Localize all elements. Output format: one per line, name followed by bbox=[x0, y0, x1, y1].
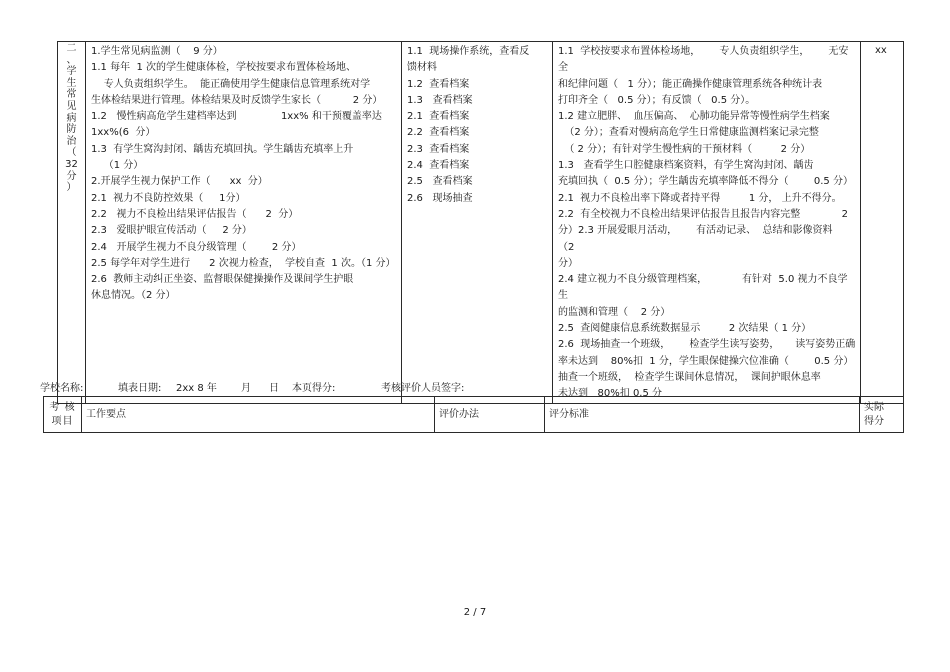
section-label-char: ） bbox=[66, 182, 77, 194]
section-label-char: 常 bbox=[66, 89, 77, 101]
list-item: 2.6 现场抽查 bbox=[407, 192, 473, 204]
section-label-char: 病 bbox=[66, 112, 77, 124]
work-points-cell bbox=[86, 42, 402, 404]
section-label bbox=[58, 42, 86, 404]
list-item: 1.2 查看档案 bbox=[407, 78, 470, 90]
header-eval-method: 评价办法 bbox=[435, 397, 545, 433]
list-item: 1.2 慢性病高危学生建档率达到 1xx% 和干预覆盖率达 1xx%(6 分） bbox=[91, 111, 382, 139]
list-item: 2.2 查看档案 bbox=[407, 127, 470, 139]
list-item: 2.5 查阅健康信息系统数据显示 2 次结果（ 1 分） bbox=[558, 323, 812, 335]
list-item: 1.3 查看学生口腔健康档案资料，有学生窝沟封闭、龋齿 充填回执（ 0.5 分）；学生龋齿充填率降低不得分（ 0.5 分） bbox=[558, 160, 853, 188]
table-header-row bbox=[44, 397, 904, 433]
list-item: 2.4 开展学生视力不良分级管理（ 2 分） bbox=[91, 241, 302, 253]
header-table bbox=[43, 396, 904, 433]
list-item: 2.开展学生视力保护工作（ xx 分） bbox=[91, 176, 268, 188]
header-scoring: 评分标准 bbox=[545, 397, 860, 433]
list-item: 2.3 爱眼护眼宣传活动（ 2 分） bbox=[91, 225, 252, 237]
list-item: 1.3 查看档案 bbox=[407, 94, 473, 106]
section-label-char: 治 bbox=[66, 135, 77, 147]
list-item: 2.4 建立视力不良分级管理档案， 有针对 5.0 视力不良学生 的监测和管理（ 2 分） bbox=[558, 274, 848, 318]
list-item: 1.学生常见病监测（ 9 分） bbox=[91, 46, 223, 57]
month-label: 月 bbox=[241, 383, 251, 394]
list-item: 2.1 查看档案 bbox=[407, 111, 470, 123]
evaluator-label: 考核评价人员签字: bbox=[381, 383, 465, 394]
list-item: 1.2 建立肥胖、 血压偏高、 心肺功能异常等慢性病学生档案 （2 分）；查看对慢病高危学生日常健康监测档案记录完整 （ 2 分）；有针对学生慢性病的干预材料（ 2 分） bbox=[558, 111, 830, 155]
list-item: 2.3 查看档案 bbox=[407, 143, 470, 155]
list-item: 2.6 教师主动纠正坐姿、监督眼保健操操作及课间学生护眼 休息情况。（2 分） bbox=[91, 274, 354, 302]
actual-score-cell bbox=[861, 42, 904, 404]
actual-score: xx bbox=[875, 45, 887, 56]
section-label-char: 见 bbox=[66, 100, 77, 112]
section-label-char: 生 bbox=[66, 77, 77, 89]
fill-date-label: 填表日期: bbox=[118, 383, 162, 394]
page-score-label: 本页得分: bbox=[292, 383, 336, 394]
header-item: 考 核 项目 bbox=[44, 397, 82, 433]
section-label-char: 分 bbox=[66, 170, 77, 182]
section-label-char: 32 bbox=[65, 158, 78, 170]
section-label-char: 、 bbox=[66, 54, 77, 66]
section-label-char: （ bbox=[66, 147, 77, 159]
list-item: 2.5 查看档案 bbox=[407, 176, 473, 188]
list-item: 2.4 查看档案 bbox=[407, 160, 470, 172]
list-item: 2.2 视力不良检出结果评估报告（ 2 分） bbox=[91, 208, 299, 220]
section-label-char: 防 bbox=[66, 124, 77, 136]
list-item: 2.2 有全校视力不良检出结果评估报告且报告内容完整 2 分）2.3 开展爱眼月活动， 有活动记录、 总结和影像资料 （2 分） bbox=[558, 208, 848, 269]
list-item: 1.3 有学生窝沟封闭、龋齿充填回执。学生龋齿充填率上升 （1 分） bbox=[91, 143, 354, 172]
page-number: 2 / 7 bbox=[463, 607, 487, 618]
list-item: 2.1 视力不良防控效果（ 1分） bbox=[91, 192, 246, 204]
list-item: 2.5 每学年对学生进行 2 次视力检查， 学校自查 1 次。（1 分） bbox=[91, 257, 396, 269]
eval-methods-cell bbox=[402, 42, 553, 404]
year-label: 2xx 8 年 bbox=[176, 383, 217, 394]
list-item: 1.1 学校按要求布置体检场地， 专人负责组织学生， 无安全 和纪律问题（ 1 分）；能正确操作健康管理系统各种统计表 打印齐全（ 0.5 分）；有反馈（ 0.5 分）。 bbox=[558, 46, 849, 106]
table-row bbox=[58, 42, 904, 404]
school-name-label: 学校名称: bbox=[40, 383, 84, 394]
list-item: 1.1 现场操作系统，查看反 馈材料 bbox=[407, 46, 530, 74]
list-item: 2.1 视力不良检出率下降或者持平得 1 分， 上升不得分。 bbox=[558, 192, 842, 204]
section-label-char: 二 bbox=[66, 43, 77, 54]
scoring-standards-cell bbox=[553, 42, 861, 404]
header-work-points: 工作要点 bbox=[82, 397, 435, 433]
header-actual-score: 实际 得分 bbox=[860, 397, 904, 433]
evaluation-table bbox=[57, 41, 904, 404]
day-label: 日 bbox=[269, 383, 279, 394]
list-item: 1.1 每年 1 次的学生健康体检，学校按要求布置体检场地、 专人负责组织学生。 能正确使用学生健康信息管理系统对学 生体检结果进行管理。体检结果及时反馈学生家长（ 2 分） bbox=[91, 62, 383, 106]
section-label-char: 学 bbox=[66, 66, 77, 78]
list-item: 2.6 现场抽查一个班级， 检查学生读写姿势， 读写姿势正确 率未达到 80%扣 1 分，学生眼保健操穴位准确（ 0.5 分） 抽查一个班级， 检查学生课间休息情况， 课间护眼休息率 未达到 80%扣 0.5 分 bbox=[558, 339, 856, 400]
